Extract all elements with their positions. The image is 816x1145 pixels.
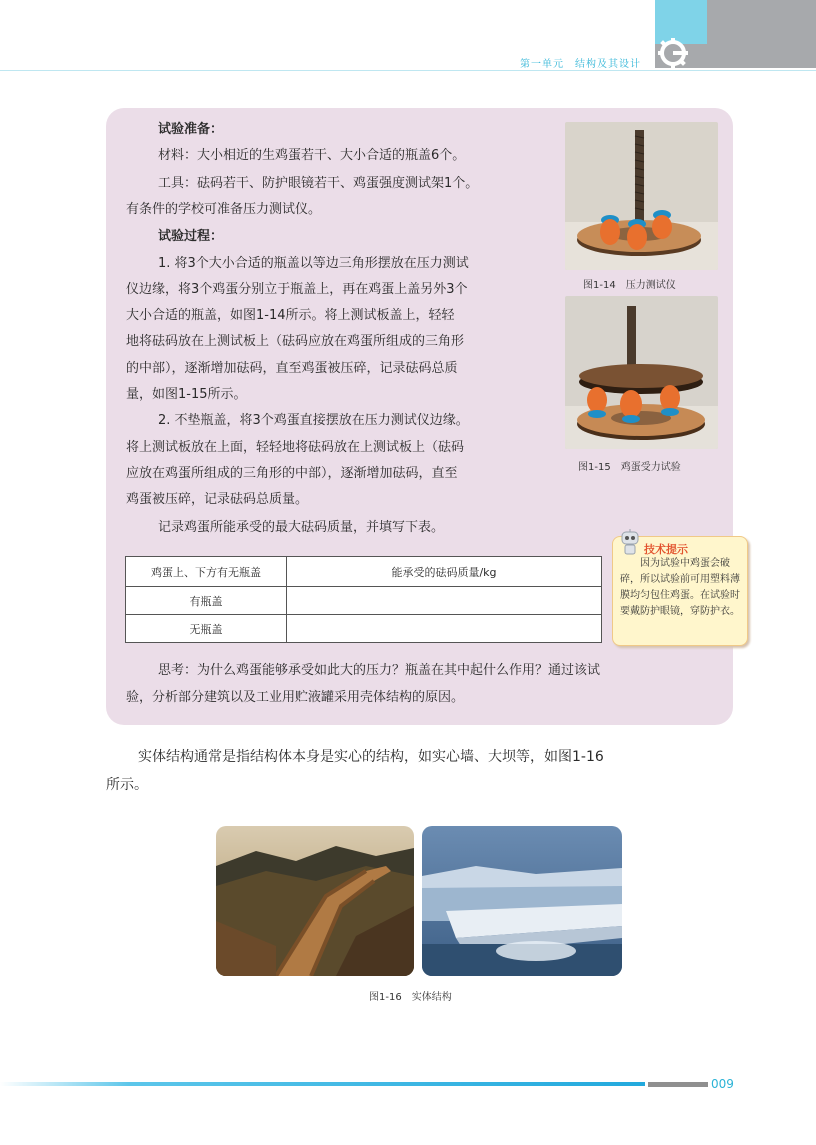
header-divider [0,70,816,71]
fig14-photo [565,122,718,270]
think-line: 验，分析部分建筑以及工业用贮液罐采用壳体结构的原因。 [126,690,465,705]
step1-line: 1. 将3个大小合适的瓶盖以等边三角形摆放在压力测试 [158,256,469,271]
fig16-caption: 图1-16 实体结构 [369,992,452,1003]
think-line: 思考：为什么鸡蛋能够承受如此大的压力？瓶盖在其中起什么作用？通过该试 [158,663,601,678]
table-cell-input [287,615,602,643]
tech-tip-title: 技术提示 [644,543,688,556]
fig14-caption: 图1-14 压力测试仪 [583,280,676,291]
materials-line: 材料：大小相近的生鸡蛋若干、大小合适的瓶盖6个。 [158,148,466,163]
step1-line: 大小合适的瓶盖，如图1-14所示。将上测试板盖上，轻轻 [126,308,455,323]
table-header-cell: 能承受的砝码质量/kg [287,557,602,587]
step1-line: 的中部），逐渐增加砝码，直至鸡蛋被压碎，记录砝码总质 [126,361,458,376]
step2-line: 2. 不垫瓶盖，将3个鸡蛋直接摆放在压力测试仪边缘。 [158,413,469,428]
step1-line: 仪边缘，将3个鸡蛋分别立于瓶盖上，再在鸡蛋上盖另外3个 [126,282,468,297]
table-row [126,587,602,615]
tools-line-2: 有条件的学校可准备压力测试仪。 [126,202,322,217]
table-cell: 有瓶盖 [126,587,287,615]
fig15-caption: 图1-15 鸡蛋受力试验 [578,462,681,473]
step1-line: 量，如图1-15所示。 [126,387,247,402]
table-header-cell: 鸡蛋上、下方有无瓶盖 [126,557,287,587]
gear-icon [658,38,688,68]
unit-title: 第一单元 结构及其设计 [520,59,641,70]
step1-line: 地将砝码放在上测试板上（砝码应放在鸡蛋所组成的三角形 [126,334,465,349]
page-number: 009 [711,1077,734,1091]
tools-line: 工具：砝码若干、防护眼镜若干、鸡蛋强度测试架1个。 [158,176,479,191]
table-row [126,615,602,643]
robot-mascot-icon [618,528,642,556]
footer-line [0,1082,645,1086]
step2-line: 鸡蛋被压碎，记录砝码总质量。 [126,492,309,507]
step2-line: 应放在鸡蛋所组成的三角形的中部），逐渐增加砝码，直至 [126,466,458,481]
fig15-photo [565,296,718,449]
footer-grey-bar [648,1082,708,1087]
prep-heading: 试验准备： [158,122,224,137]
dam-photo [422,826,622,976]
body-paragraph-line: 所示。 [106,777,148,793]
tech-tip-body: 因为试验中鸡蛋会破碎，所以试验前可用塑料薄膜均匀包住鸡蛋。在试验时要戴防护眼镜，穿防护衣。 [620,558,740,617]
record-line: 记录鸡蛋所能承受的最大砝码质量，并填写下表。 [158,520,445,535]
process-heading: 试验过程： [158,229,224,244]
table-cell-input [287,587,602,615]
table-header-row [126,557,602,587]
great-wall-photo [216,826,414,976]
results-table [125,556,602,643]
step2-line: 将上测试板放在上面，轻轻地将砝码放在上测试板上（砝码 [126,440,465,455]
table-cell: 无瓶盖 [126,615,287,643]
body-paragraph-line: 实体结构通常是指结构体本身是实心的结构，如实心墙、大坝等，如图1-16 [138,749,604,765]
fig16-photos [216,826,622,976]
